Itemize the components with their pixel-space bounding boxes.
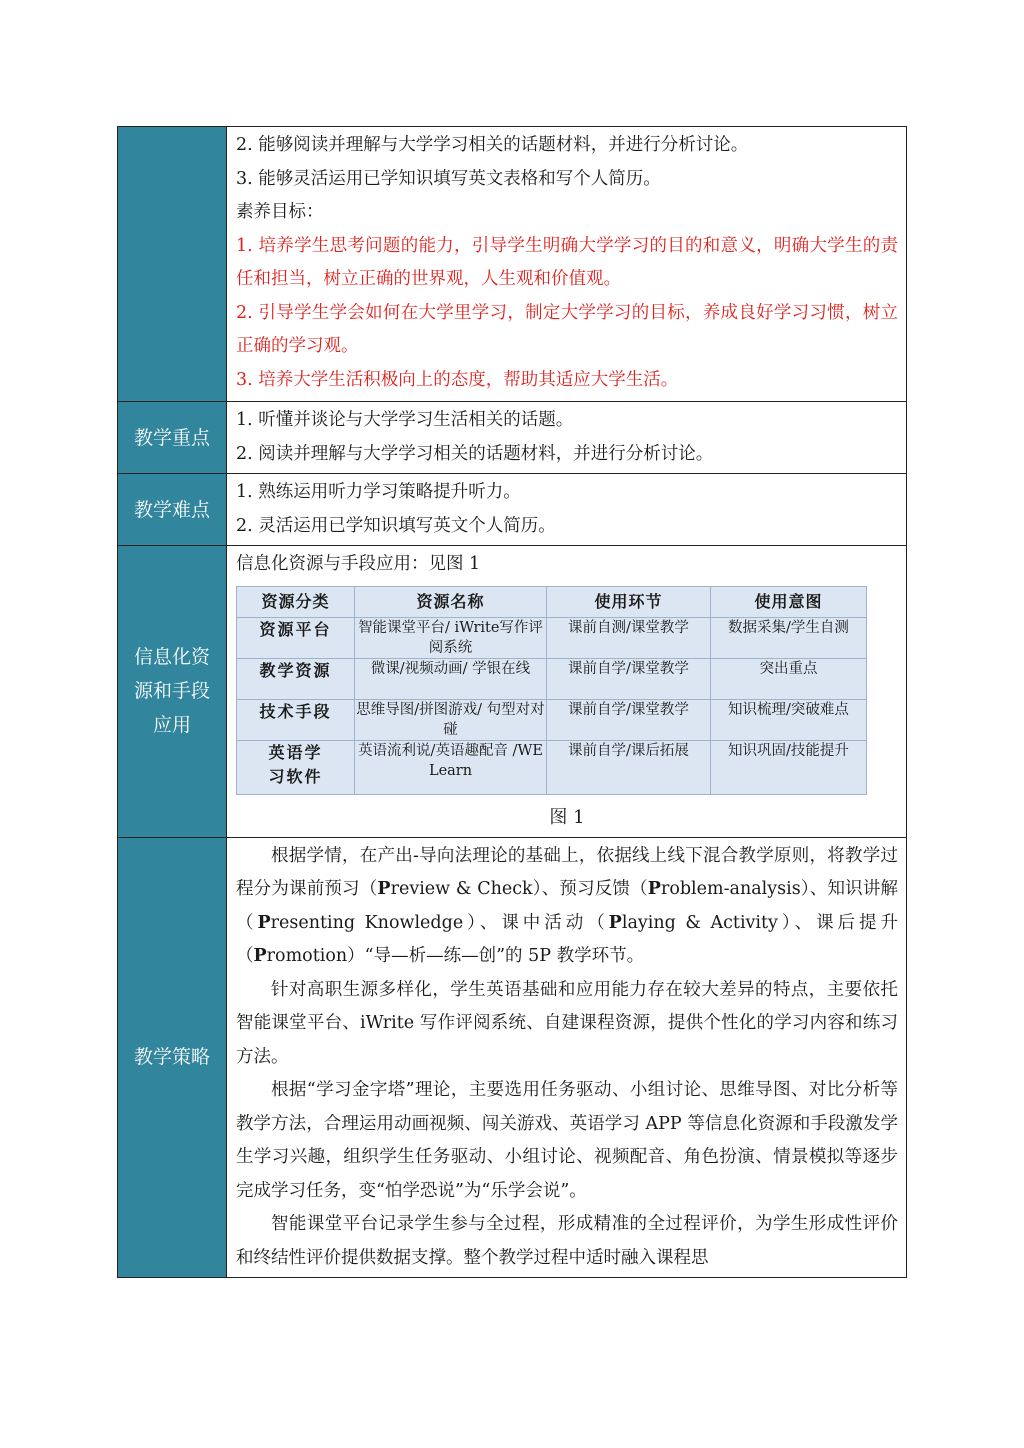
- literacy-item: 1. 培养学生思考问题的能力，引导学生明确大学学习的目的和意义，明确大学生的责任和担当，树立正确的世界观，人生观和价值观。: [236, 235, 898, 289]
- strategy-paragraph: 智能课堂平台记录学生参与全过程，形成精准的全过程评价，为学生形成性评价和终结性评价提供数据支撑。整个教学过程中适时融入课程思: [236, 1214, 898, 1268]
- resource-name: 微课/视频动画/ 学银在线: [355, 658, 547, 699]
- resource-stage: 课前自学/课后拓展: [547, 740, 711, 794]
- resource-stage: 课前自测/课堂教学: [547, 617, 711, 658]
- key-point-item: 1. 听懂并谈论与大学学习生活相关的话题。: [236, 410, 574, 430]
- objective-item: 3. 能够灵活运用已学知识填写英文表格和写个人简历。: [236, 168, 661, 189]
- resource-header-cell: 资源分类: [237, 586, 355, 617]
- resources-row: [118, 546, 907, 838]
- figure-caption: 图 1: [549, 806, 585, 828]
- difficulties-content-cell: [227, 474, 907, 546]
- difficulties-row: [118, 474, 907, 546]
- resources-content-cell: [227, 546, 907, 838]
- lesson-plan-table: [117, 126, 907, 1278]
- strategy-row: [118, 837, 907, 1278]
- objective-item: 2. 能够阅读并理解与大学学习相关的话题材料，并进行分析讨论。: [236, 135, 749, 155]
- resources-label: [118, 546, 227, 838]
- key-points-label: 教学重点: [118, 402, 227, 474]
- strategy-paragraph: 根据学情，在产出-导向法理论的基础上，依据线上线下混合教学原则，将教学过程分为课前预习（Preview & Check）、预习反馈（Problem-analysis）、知识讲解（Presenting Knowledge）、课中活动（Playing & Activity）、课后提升（Promotion）“导—析—练—创”的 5P 教学环节。: [236, 845, 899, 966]
- resource-category: 资源平台: [237, 617, 355, 658]
- resources-label-line: 源和手段: [133, 680, 210, 703]
- difficulty-item: 2. 灵活运用已学知识填写英文个人简历。: [236, 515, 556, 536]
- resource-name: 智能课堂平台/ iWrite写作评阅系统: [355, 617, 547, 658]
- resource-category: 教学资源: [237, 658, 355, 699]
- literacy-item: 3. 培养大学生活积极向上的态度，帮助其适应大学生活。: [236, 369, 679, 390]
- resource-row: [237, 617, 867, 658]
- resource-category: 技术手段: [237, 699, 355, 740]
- resource-name: 思维导图/拼图游戏/ 句型对对碰: [355, 699, 547, 740]
- resource-purpose: 知识巩固/技能提升: [711, 740, 867, 794]
- resource-name: 英语流利说/英语趣配音 /WE Learn: [355, 740, 547, 794]
- literacy-item: 2. 引导学生学会如何在大学里学习，制定大学学习的目标，养成良好学习习惯，树立正确的学习观。: [236, 302, 898, 356]
- strategy-content-cell: [227, 837, 907, 1278]
- key-points-row: [118, 402, 907, 474]
- literacy-heading: 素养目标：: [236, 202, 324, 222]
- strategy-paragraph: 针对高职生源多样化，学生英语基础和应用能力存在较大差异的特点，主要依托智能课堂平台、iWrite 写作评阅系统、自建课程资源，提供个性化的学习内容和练习方法。: [236, 979, 898, 1067]
- resource-header-row: [237, 586, 867, 617]
- objectives-row: [118, 127, 907, 402]
- resource-header-cell: 资源名称: [355, 586, 547, 617]
- difficulty-item: 1. 熟练运用听力学习策略提升听力。: [236, 482, 521, 502]
- resource-header-cell: 使用环节: [547, 586, 711, 617]
- resource-figure-table: [236, 586, 867, 795]
- resource-header-cell: 使用意图: [711, 586, 867, 617]
- resource-stage: 课前自学/课堂教学: [547, 658, 711, 699]
- resource-purpose: 知识梳理/突破难点: [711, 699, 867, 740]
- resource-row: [237, 699, 867, 740]
- resource-category: 英语学习软件: [237, 740, 355, 794]
- resource-row: [237, 658, 867, 699]
- resource-purpose: 数据采集/学生自测: [711, 617, 867, 658]
- key-point-item: 2. 阅读并理解与大学学习相关的话题材料，并进行分析讨论。: [236, 443, 714, 464]
- resources-label-line: 信息化资: [133, 646, 210, 669]
- difficulties-label: 教学难点: [118, 474, 227, 546]
- objectives-content-cell: [227, 127, 907, 402]
- resource-purpose: 突出重点: [711, 658, 867, 699]
- resource-row: [237, 740, 867, 794]
- strategy-label: 教学策略: [118, 837, 227, 1278]
- strategy-paragraph: 根据“学习金字塔”理论，主要选用任务驱动、小组讨论、思维导图、对比分析等教学方法，合理运用动画视频、闯关游戏、英语学习 APP 等信息化资源和手段激发学生学习兴趣，组织学生任务驱动、小组讨论、视频配音、角色扮演、情景模拟等逐步完成学习任务，变“怕学恐说”为“乐学会说”。: [236, 1080, 898, 1201]
- resources-label-line: 应用: [152, 714, 191, 737]
- resources-intro: 信息化资源与手段应用：见图 1: [236, 554, 481, 574]
- key-points-content-cell: [227, 402, 907, 474]
- objectives-label-cell: [118, 127, 227, 402]
- resource-stage: 课前自学/课堂教学: [547, 699, 711, 740]
